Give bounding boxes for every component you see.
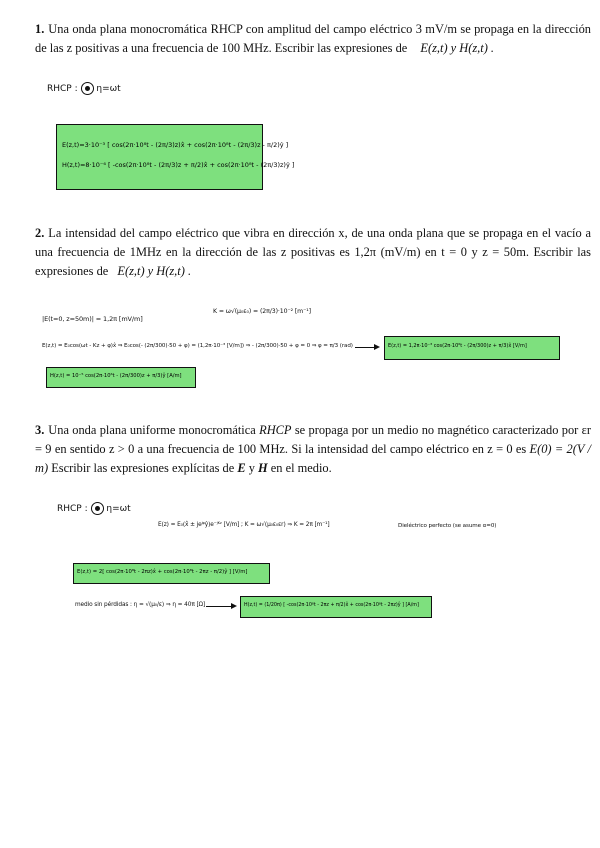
problem-2-wavenumber: K = ω√(μ₀ε₀) = (2π/3)·10⁻² [m⁻¹] [213, 308, 311, 315]
problem-3-statement [35, 421, 591, 478]
problem-2-formula: E(z,t) y H(z,t) . [117, 264, 192, 278]
problem-3-bold-e: E [237, 461, 246, 475]
rhcp-label: RHCP : [57, 504, 88, 514]
answer-e-field: E(z,t) = 1,2π·10⁻³ cos(2π·10⁶t - (2π/300)z + π/3)x̂ [V/m] [388, 343, 527, 349]
problem-2-text: La intensidad del campo eléctrico que vibra en dirección x, de una onda plana que se propaga en el vacío a una frecuencia de 1MHz en la dirección de las z positivas es 1,2π (mV/m) en t = 0 y z = 50m. Escribir las expresiones de [35, 226, 591, 278]
rhcp-rotation-icon [91, 502, 104, 515]
problem-3-text-a: Una onda plana uniforme monocromática [48, 423, 256, 437]
answer-h-field: H(z,t) = (1/20π) [ -cos(2π·10⁸t - 2πz + π/2)x̂ + cos(2π·10⁸t - 2πz)ŷ ] [A/m] [244, 603, 419, 608]
problem-1-rhcp-note [47, 82, 121, 95]
answer-e-field: E(z,t) = 2[ cos(2π·10⁸t - 2πz)x̂ + cos(2π·10⁸t - 2πz - π/2)ŷ ] [V/m] [77, 569, 248, 575]
problem-2-derivation: E(z,t) = E₀cos(ωt - Kz + φ)x̂ ⇒ E₀cos(- (2π/300)·50 + φ) = (1,2π·10⁻³ [V/m]) ⇒ - (2π/300)·50 + φ = 0 ⇒ φ = π/3 (rad) [42, 343, 353, 349]
answer-e-field: E(z,t)=3·10⁻³ [ cos(2π·10⁸t - (2π/3)z)x̂ + cos(2π·10⁸t - (2π/3)z - π/2)ŷ ] [62, 141, 289, 149]
problem-1-answer-box [56, 124, 295, 190]
problem-1-formula: E(z,t) y H(z,t) . [420, 41, 495, 55]
problem-2-statement [35, 224, 591, 281]
arrow-head [231, 603, 237, 609]
problem-2-given-value: |E(t=0, z=50m)| = 1,2π [mV/m] [42, 315, 143, 323]
problem-3-rhcp-italic: RHCP [259, 423, 292, 437]
problem-1-statement [35, 20, 591, 58]
problem-3-formula: E(0) = 2(V / m) [35, 442, 591, 475]
rhcp-label: RHCP : [47, 84, 78, 94]
problem-3-text-b: se propaga por un medio no magnético caracterizado por εr = 9 en sentido z > 0 a una frecuencia de 100 MHz. Si la intensidad del campo eléctrico en z = 0 es [35, 423, 591, 456]
problem-3-text-d: en el medio. [270, 461, 332, 475]
problem-3-bold-h: H [258, 461, 268, 475]
problem-3-answer-h-box [240, 596, 432, 618]
arrow-line [355, 347, 375, 348]
problem-2-number: 2. [35, 226, 45, 240]
rhcp-phase-note: η=ωt [106, 504, 131, 514]
arrow-head [374, 344, 380, 350]
problem-2-answer-e-box [384, 336, 560, 360]
problem-3-number: 3. [35, 423, 45, 437]
rhcp-rotation-icon [81, 82, 94, 95]
answer-h-field: H(z,t) = 10⁻⁵ cos(2π·10⁶t - (2π/300)z + π/3)ŷ [A/m] [50, 373, 182, 379]
problem-3-dielectric-note: Dieléctrico perfecto (se asume α=0) [398, 523, 497, 529]
problem-3-medium-note: medio sin pérdidas : η = √(μ₀/ε) ⇒ η = 40π [Ω] [75, 602, 206, 608]
problem-3-phasor: E(z) = E₀(x̂ ± jeʲᵠŷ)e⁻ʲᴷᶻ [V/m] ; K = ω√(μ₀ε₀εr) ⇒ K = 2π [m⁻¹] [158, 522, 330, 528]
problem-2-answer-h-box [46, 367, 196, 388]
answer-h-field: H(z,t)=8·10⁻⁶ [ -cos(2π·10⁸t - (2π/3)z + π/2)x̂ + cos(2π·10⁸t - (2π/3)z)ŷ ] [62, 161, 295, 169]
problem-3-word-y: y [248, 461, 255, 475]
problem-3-answer-e-box [73, 563, 270, 584]
problem-1-text: Una onda plana monocromática RHCP con amplitud del campo eléctrico 3 mV/m se propaga en la dirección de las z positivas a una frecuencia de 100 MHz. Escribir las expresiones de [35, 22, 591, 55]
rhcp-phase-note: η=ωt [96, 84, 121, 94]
problem-3-rhcp-note [57, 502, 131, 515]
problem-1-number: 1. [35, 22, 45, 36]
arrow-line [206, 606, 232, 607]
problem-3-text-c: Escribir las expresiones explícitas de [51, 461, 235, 475]
